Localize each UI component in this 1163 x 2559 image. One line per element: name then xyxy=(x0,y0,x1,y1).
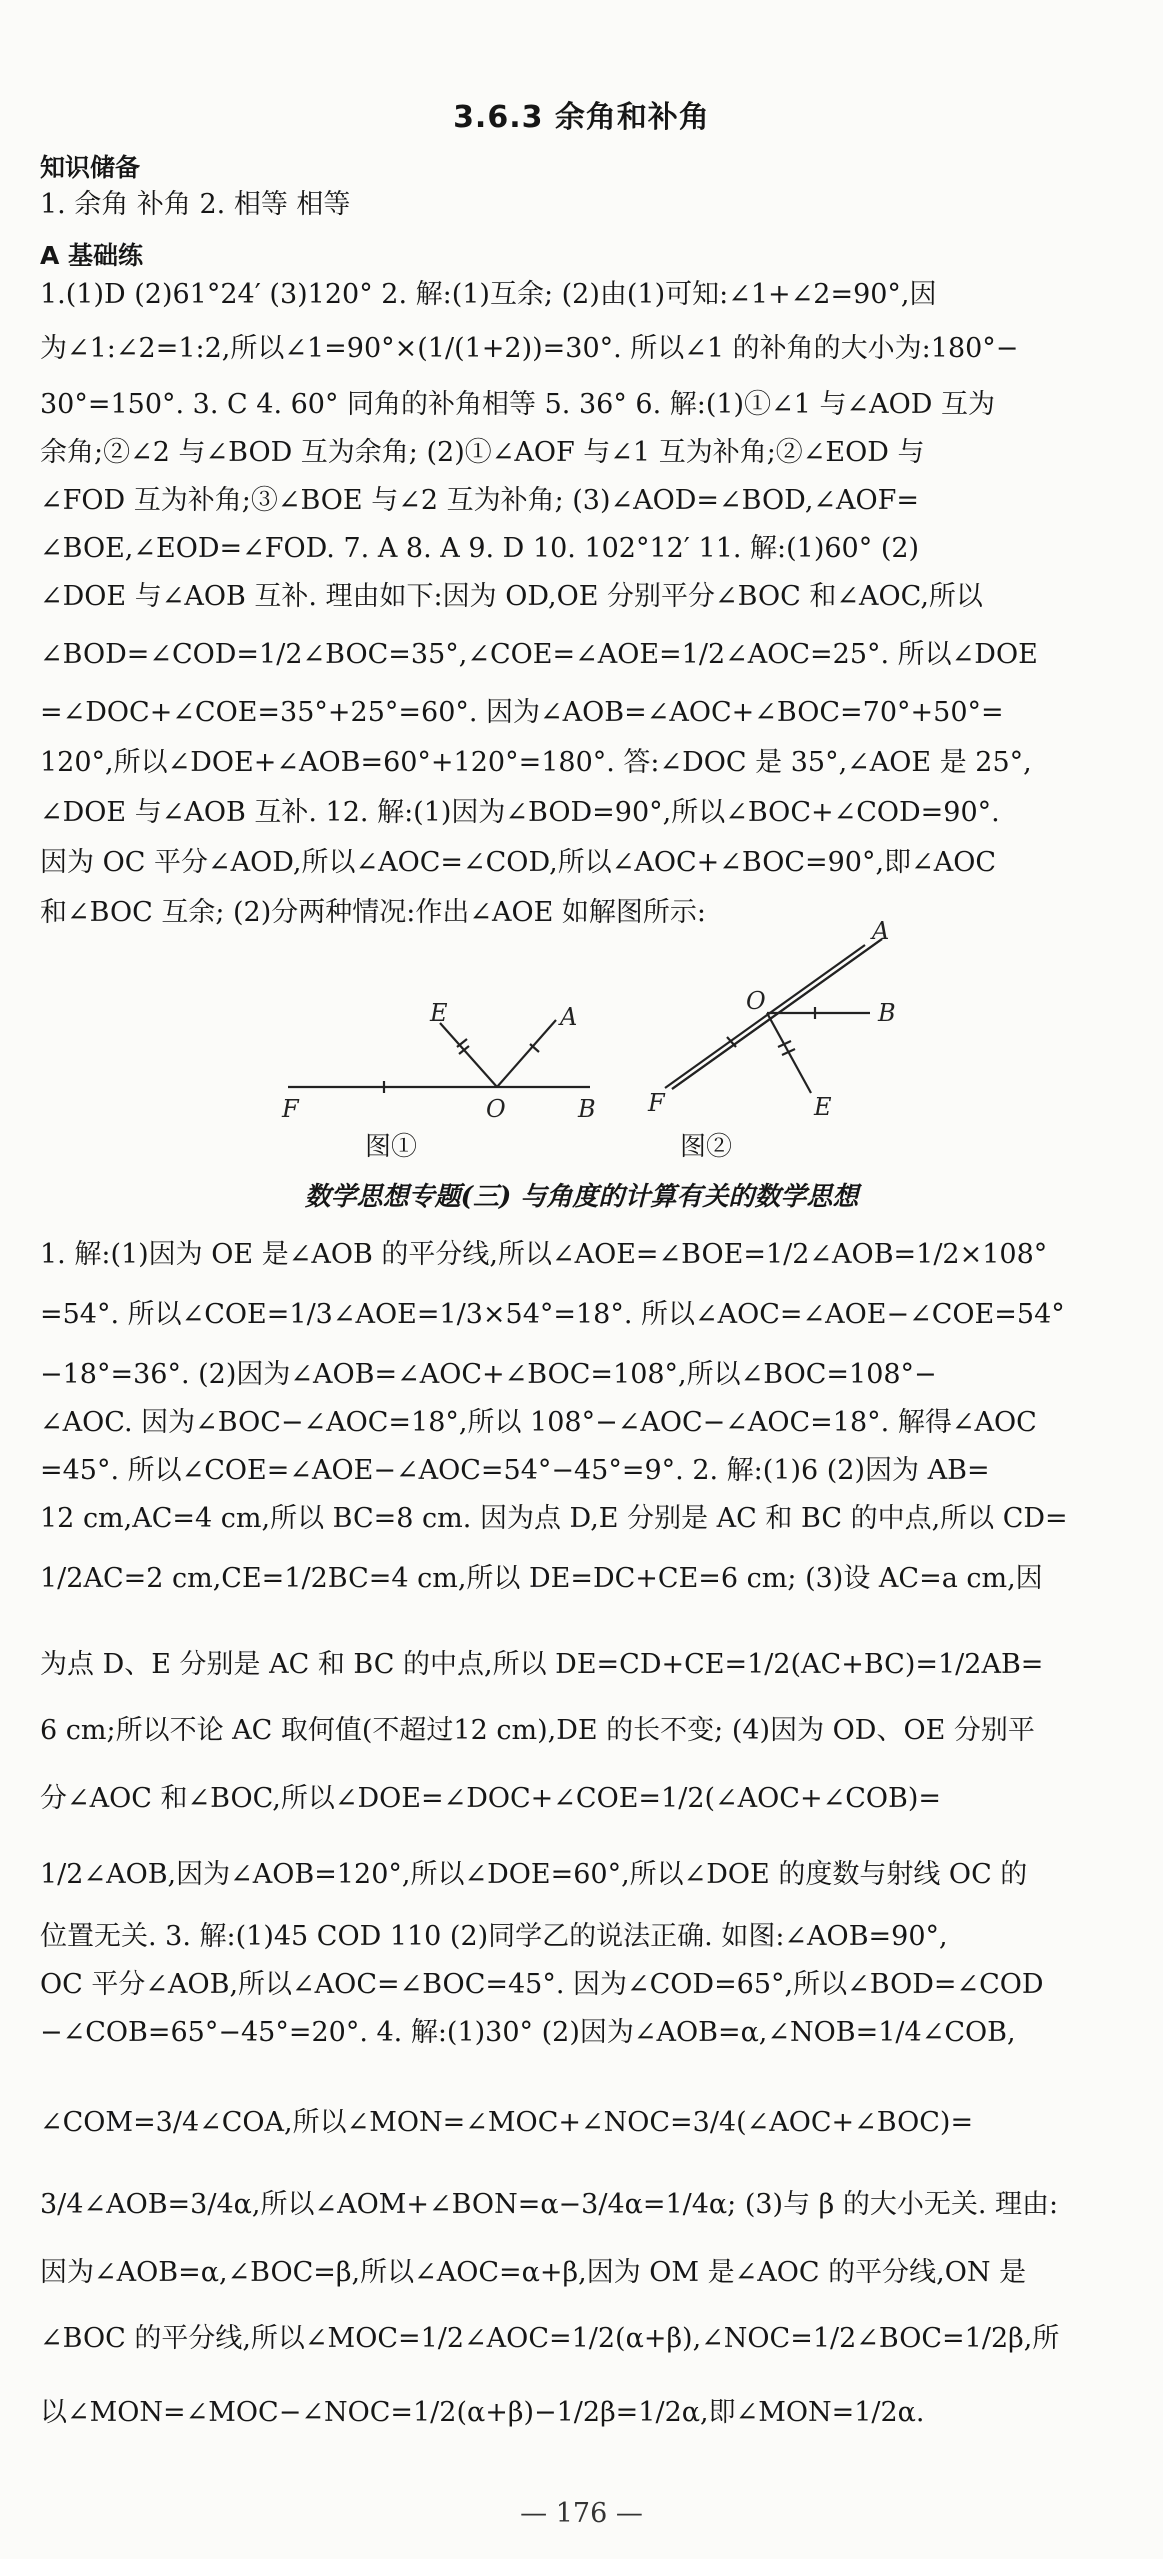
section-heading-basic: A 基础练 xyxy=(40,241,144,270)
text-line: 因为∠AOB=α,∠BOC=β,所以∠AOC=α+β,因为 OM 是∠AOC 的平分线,ON 是 xyxy=(40,2257,1027,2288)
page-number: — 176 — xyxy=(520,2498,643,2529)
subsection-title: 数学思想专题(三) 与角度的计算有关的数学思想 xyxy=(304,1182,859,1212)
fig2-ray-oe xyxy=(767,1013,811,1093)
text-line: −18°=36°. (2)因为∠AOB=∠AOC+∠BOC=108°,所以∠BOC=108°− xyxy=(40,1359,937,1390)
text-line: 3/4∠AOB=3/4α,所以∠AOM+∠BON=α−3/4α=1/4α; (3)与 β 的大小无关. 理由: xyxy=(40,2189,1059,2220)
fig1-label-b: B xyxy=(578,1095,596,1123)
text-line: 和∠BOC 互余; (2)分两种情况:作出∠AOE 如解图所示: xyxy=(40,897,707,928)
text-line: ∠BOC 的平分线,所以∠MOC=1/2∠AOC=1/2(α+β),∠NOC=1/2∠BOC=1/2β,所 xyxy=(40,2323,1060,2354)
text-line: ∠COM=3/4∠COA,所以∠MON=∠MOC+∠NOC=3/4(∠AOC+∠BOC)= xyxy=(40,2107,974,2138)
text-line: OC 平分∠AOB,所以∠AOC=∠BOC=45°. 因为∠COD=65°,所以∠BOD=∠COD xyxy=(40,1969,1044,2000)
text-line: ∠FOD 互为补角;③∠BOE 与∠2 互为补角; (3)∠AOD=∠BOD,∠AOF= xyxy=(40,485,920,516)
text-line: ∠BOD=∠COD=1/2∠BOC=35°,∠COE=∠AOE=1/2∠AOC=25°. 所以∠DOE xyxy=(40,639,1038,670)
text-line: 12 cm,AC=4 cm,所以 BC=8 cm. 因为点 D,E 分别是 AC 和 BC 的中点,所以 CD= xyxy=(40,1503,1068,1534)
text-line: 因为 OC 平分∠AOD,所以∠AOC=∠COD,所以∠AOC+∠BOC=90°,即∠AOC xyxy=(40,847,996,878)
text-line: −∠COB=65°−45°=20°. 4. 解:(1)30° (2)因为∠AOB=α,∠NOB=1/4∠COB, xyxy=(40,2017,1016,2048)
fig1-label-f: F xyxy=(282,1095,299,1123)
fig1-label-a: A xyxy=(560,1003,578,1031)
fig1-label-e: E xyxy=(430,999,448,1027)
text-line: ∠AOC. 因为∠BOC−∠AOC=18°,所以 108°−∠AOC−∠AOC=18°. 解得∠AOC xyxy=(40,1407,1037,1438)
text-line: 1/2∠AOB,因为∠AOB=120°,所以∠DOE=60°,所以∠DOE 的度数与射线 OC 的 xyxy=(40,1859,1028,1890)
text-line: ∠DOE 与∠AOB 互补. 理由如下:因为 OD,OE 分别平分∠BOC 和∠AOC,所以 xyxy=(40,581,983,612)
fig1-label-o: O xyxy=(486,1095,506,1123)
text-line: 以∠MON=∠MOC−∠NOC=1/2(α+β)−1/2β=1/2α,即∠MON=1/2α. xyxy=(40,2397,925,2428)
text-line: 余角;②∠2 与∠BOD 互为余角; (2)①∠AOF 与∠1 互为补角;②∠EOD 与 xyxy=(40,437,925,468)
text-line: 分∠AOC 和∠BOC,所以∠DOE=∠DOC+∠COE=1/2(∠AOC+∠COB)= xyxy=(40,1783,941,1814)
text-line: 为∠1:∠2=1:2,所以∠1=90°×(1/(1+2))=30°. 所以∠1 的补角的大小为:180°− xyxy=(40,333,1019,364)
text-line: ∠BOE,∠EOD=∠FOD. 7. A 8. A 9. D 10. 102°12′ 11. 解:(1)60° (2) xyxy=(40,533,920,564)
fig2-label-a: A xyxy=(872,917,890,945)
text-line: 6 cm;所以不论 AC 取何值(不超过12 cm),DE 的长不变; (4)因为 OD、OE 分别平 xyxy=(40,1715,1035,1746)
fig2-label-b: B xyxy=(878,999,896,1027)
text-line: 30°=150°. 3. C 4. 60° 同角的补角相等 5. 36° 6. 解:(1)①∠1 与∠AOD 互为 xyxy=(40,389,995,420)
fig2-tick-of xyxy=(727,1037,736,1047)
section-heading-knowledge: 知识储备 xyxy=(40,153,141,182)
text-line: 1. 解:(1)因为 OE 是∠AOB 的平分线,所以∠AOE=∠BOE=1/2∠AOB=1/2×108° xyxy=(40,1239,1048,1270)
fig2-label-f: F xyxy=(648,1089,665,1117)
angle-figure-2-detail xyxy=(270,917,896,1145)
figure-caption-2: 图② xyxy=(680,1132,733,1162)
text-line: 为点 D、E 分别是 AC 和 BC 的中点,所以 DE=CD+CE=1/2(AC+BC)=1/2AB= xyxy=(40,1649,1044,1680)
knowledge-line: 1. 余角 补角 2. 相等 相等 xyxy=(40,189,351,220)
text-line: =54°. 所以∠COE=1/3∠AOE=1/3×54°=18°. 所以∠AOC=∠AOE−∠COE=54° xyxy=(40,1299,1065,1330)
text-line: 1/2AC=2 cm,CE=1/2BC=4 cm,所以 DE=DC+CE=6 cm; (3)设 AC=a cm,因 xyxy=(40,1563,1043,1594)
text-line: =45°. 所以∠COE=∠AOE−∠AOC=54°−45°=9°. 2. 解:(1)6 (2)因为 AB= xyxy=(40,1455,990,1486)
text-line: 位置无关. 3. 解:(1)45 COD 110 (2)同学乙的说法正确. 如图:∠AOB=90°, xyxy=(40,1921,948,1952)
text-line: 1.(1)D (2)61°24′ (3)120° 2. 解:(1)互余; (2)由(1)可知:∠1+∠2=90°,因 xyxy=(40,279,937,310)
fig2-label-e: E xyxy=(814,1093,832,1121)
text-line: ∠DOE 与∠AOB 互补. 12. 解:(1)因为∠BOD=90°,所以∠BOC+∠COD=90°. xyxy=(40,797,1000,828)
fig2-label-o: O xyxy=(746,987,766,1015)
figure-caption-1: 图① xyxy=(365,1132,418,1162)
text-line: =∠DOC+∠COE=35°+25°=60°. 因为∠AOB=∠AOC+∠BOC=70°+50°= xyxy=(40,697,1004,728)
page-title: 3.6.3 余角和补角 xyxy=(453,100,710,135)
text-line: 120°,所以∠DOE+∠AOB=60°+120°=180°. 答:∠DOC 是 35°,∠AOE 是 25°, xyxy=(40,747,1032,778)
